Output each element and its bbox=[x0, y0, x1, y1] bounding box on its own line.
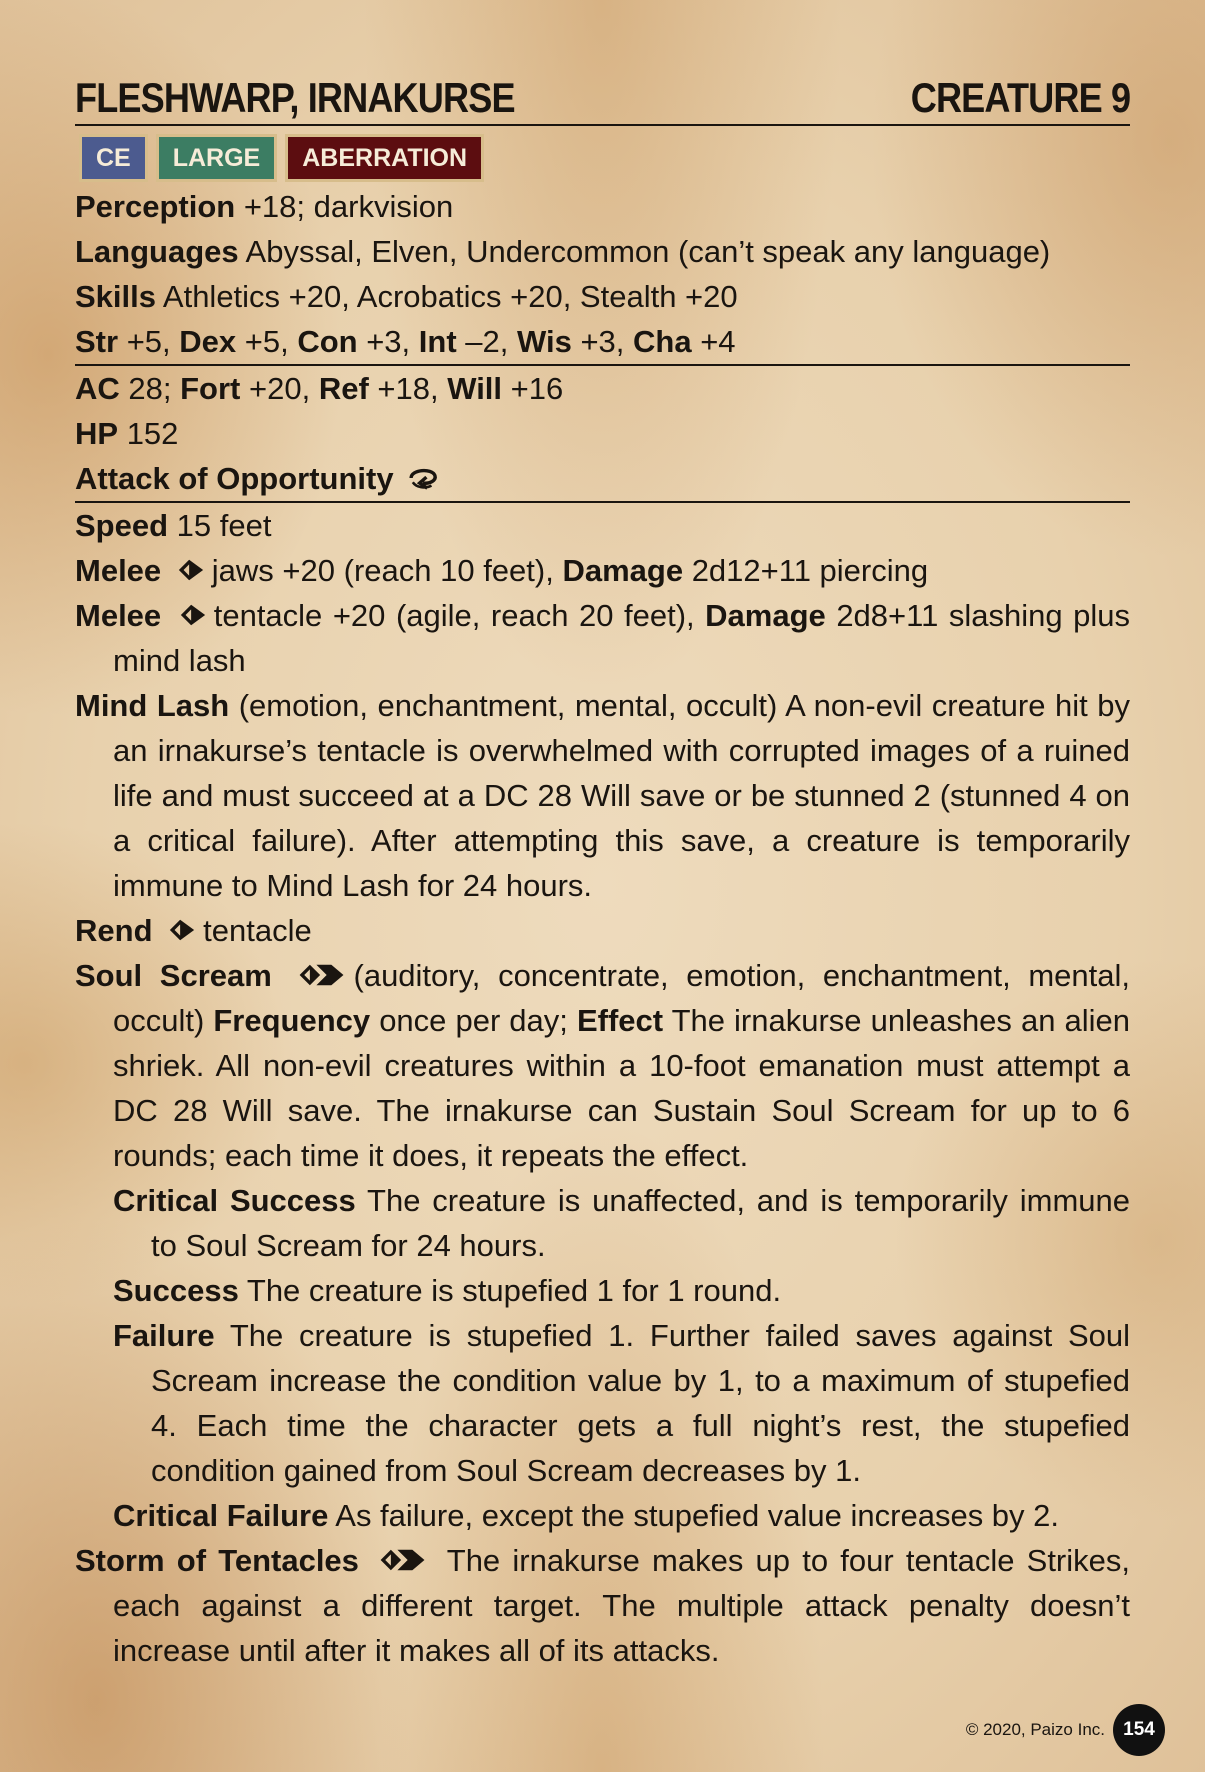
reaction-line bbox=[75, 456, 1130, 503]
cha-value: +4 bbox=[691, 324, 736, 359]
fort-value: +20, bbox=[240, 371, 319, 406]
speed-line bbox=[75, 503, 1130, 548]
perception-value: +18; darkvision bbox=[235, 189, 454, 224]
damage-label: Damage bbox=[705, 598, 826, 633]
damage-label: Damage bbox=[562, 553, 684, 588]
skills-label: Skills bbox=[75, 279, 156, 314]
con-value: +3, bbox=[357, 324, 419, 359]
page-number: 154 bbox=[1113, 1704, 1165, 1756]
effect-label: Effect bbox=[576, 1003, 664, 1038]
success-label: Success bbox=[113, 1273, 239, 1308]
trait-list bbox=[79, 134, 1130, 180]
melee-tentacle-damage: 2d8+11 slashing plus mind lash bbox=[113, 598, 1130, 678]
hp-value: 152 bbox=[118, 416, 179, 451]
storm-of-tentacles-text: The irnakurse makes up to four tentacle Strikes, each against a different target. The multiple attack penalty doesn’t increase until after it makes all of its attacks. bbox=[113, 1543, 1130, 1668]
trait-type: ABERRATION bbox=[285, 134, 484, 182]
ref-value: +18, bbox=[368, 371, 448, 406]
title-row bbox=[75, 68, 1130, 126]
frequency-label: Frequency bbox=[213, 1003, 371, 1038]
rend-ability bbox=[75, 908, 1130, 953]
soul-scream-label: Soul Scream bbox=[75, 958, 272, 993]
critical-failure-label: Critical Failure bbox=[113, 1498, 329, 1533]
dex-label: Dex bbox=[179, 324, 237, 359]
melee-tentacle-line bbox=[75, 593, 1130, 683]
failure-text: The creature is stupefied 1. Further failed saves against Soul Scream increase the condition value by 1, to a maximum of stupefied 4. Each time the character gets a full night’s rest, the stupefied condition gained from Soul Scream decreases by 1. bbox=[151, 1318, 1130, 1488]
frequency-value: once per day; bbox=[370, 1003, 577, 1038]
one-action-icon bbox=[165, 916, 199, 944]
rend-label: Rend bbox=[75, 913, 153, 948]
hp-label: HP bbox=[75, 416, 119, 451]
ac-value: 28; bbox=[119, 371, 181, 406]
trait-size: LARGE bbox=[156, 134, 278, 182]
skills-value: Athletics +20, Acrobatics +20, Stealth +20 bbox=[156, 279, 738, 314]
languages-value: Abyssal, Elven, Undercommon (can’t speak any language) bbox=[238, 234, 1051, 269]
one-action-icon bbox=[176, 601, 210, 629]
wis-value: +3, bbox=[571, 324, 634, 359]
speed-value: 15 feet bbox=[168, 508, 272, 543]
critical-failure-entry bbox=[113, 1493, 1130, 1538]
copyright: © 2020, Paizo Inc. bbox=[965, 1720, 1105, 1739]
ac-label: AC bbox=[75, 371, 120, 406]
mind-lash-text: (emotion, enchantment, mental, occult) A non-evil creature hit by an irnakurse’s tentacle is overwhelmed with corrupted images of a ruined life and must succeed at a DC 28 Will save or be stunned 2 (stunned 4 on a critical failure). After attempting this save, a creature is temporarily immune to Mind Lash for 24 hours. bbox=[113, 688, 1130, 903]
ref-label: Ref bbox=[318, 371, 369, 406]
stat-block bbox=[75, 68, 1130, 1673]
will-label: Will bbox=[447, 371, 503, 406]
effect-text: The irnakurse unleashes an alien shriek. All non-evil creatures within a 10-foot emanation must attempt a DC 28 Will save. The irnakurse can Sustain Soul Scream for up to 6 rounds; each time it does, it repeats the effect. bbox=[113, 1003, 1130, 1173]
languages-label: Languages bbox=[75, 234, 239, 269]
languages-line bbox=[75, 229, 1130, 274]
will-value: +16 bbox=[502, 371, 564, 406]
hp-line bbox=[75, 411, 1130, 456]
perception-line bbox=[75, 184, 1130, 229]
creature-level: CREATURE 9 bbox=[910, 74, 1130, 121]
rend-text: tentacle bbox=[203, 913, 312, 948]
dex-value: +5, bbox=[236, 324, 298, 359]
melee-jaws-value: jaws +20 (reach 10 feet), bbox=[211, 553, 563, 588]
success-text: The creature is stupefied 1 for 1 round. bbox=[238, 1273, 782, 1308]
reaction-icon bbox=[406, 464, 440, 492]
soul-scream-traits: (auditory, concentrate, emotion, enchantment, mental, occult) bbox=[113, 958, 1130, 1038]
con-label: Con bbox=[297, 324, 358, 359]
melee-tentacle-value: tentacle +20 (agile, reach 20 feet), bbox=[213, 598, 706, 633]
two-action-icon bbox=[294, 961, 350, 989]
page-footer bbox=[966, 1704, 1165, 1756]
failure-label: Failure bbox=[113, 1318, 215, 1353]
melee-jaws-line bbox=[75, 548, 1130, 593]
critical-success-entry bbox=[113, 1178, 1130, 1268]
melee-jaws-damage: 2d12+11 piercing bbox=[683, 553, 929, 588]
failure-entry bbox=[113, 1313, 1130, 1493]
melee-label: Melee bbox=[75, 553, 162, 588]
one-action-icon bbox=[174, 556, 208, 584]
two-action-icon bbox=[375, 1546, 431, 1574]
mind-lash-ability bbox=[75, 683, 1130, 908]
soul-scream-ability bbox=[75, 953, 1130, 1178]
critical-failure-text: As failure, except the stupefied value increases by 2. bbox=[328, 1498, 1060, 1533]
critical-success-text: The creature is unaffected, and is temporarily immune to Soul Scream for 24 hours. bbox=[151, 1183, 1131, 1263]
creature-name: FLESHWARP, IRNAKURSE bbox=[75, 74, 515, 121]
storm-of-tentacles-label: Storm of Tentacles bbox=[75, 1543, 359, 1578]
int-value: –2, bbox=[456, 324, 517, 359]
critical-success-label: Critical Success bbox=[113, 1183, 356, 1218]
str-label: Str bbox=[75, 324, 119, 359]
attack-of-opportunity-label: Attack of Opportunity bbox=[75, 461, 394, 496]
fort-label: Fort bbox=[180, 371, 241, 406]
cha-label: Cha bbox=[633, 324, 692, 359]
ability-scores-line bbox=[75, 319, 1130, 366]
mind-lash-label: Mind Lash bbox=[75, 688, 230, 723]
skills-line bbox=[75, 274, 1130, 319]
speed-label: Speed bbox=[75, 508, 169, 543]
int-label: Int bbox=[418, 324, 457, 359]
storm-of-tentacles-ability bbox=[75, 1538, 1130, 1673]
wis-label: Wis bbox=[516, 324, 572, 359]
defense-line bbox=[75, 366, 1130, 411]
trait-alignment: CE bbox=[79, 134, 148, 182]
melee-label: Melee bbox=[75, 598, 162, 633]
str-value: +5, bbox=[118, 324, 180, 359]
success-entry bbox=[113, 1268, 1130, 1313]
perception-label: Perception bbox=[75, 189, 236, 224]
